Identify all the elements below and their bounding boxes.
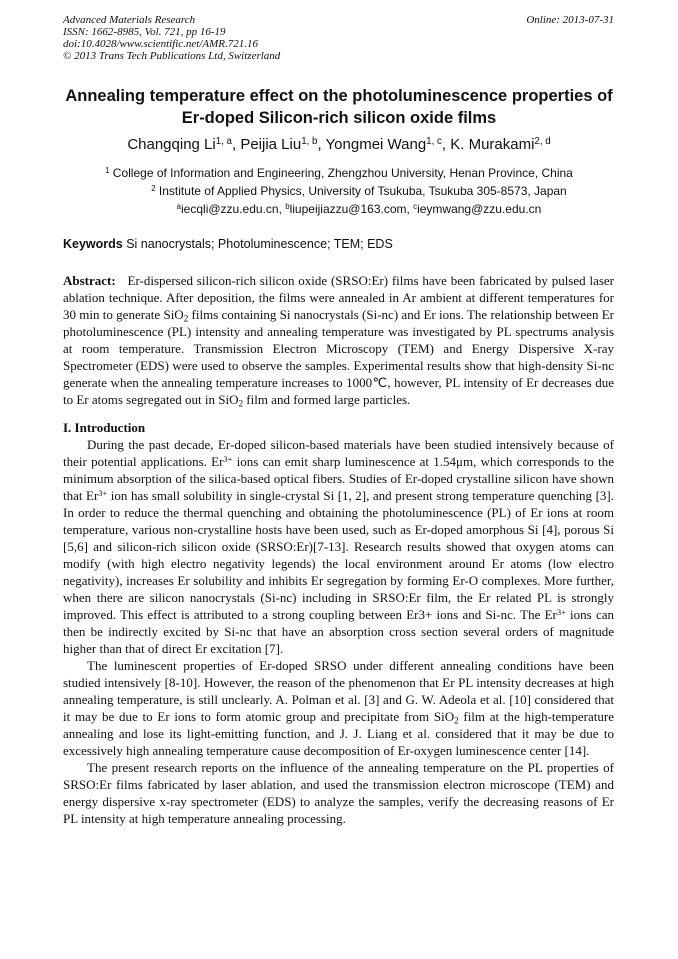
affiliation-1 [40, 165, 638, 181]
journal-name: Advanced Materials Research [63, 14, 196, 26]
paragraph [63, 657, 614, 759]
text: During the past decade, Er-doped silicon-based materials have been studied intensively because of their potential applications. Er [63, 437, 614, 469]
superscript: 3+ [98, 487, 108, 498]
author-sup: 2, d [534, 136, 551, 148]
subscript: 2 [454, 715, 459, 726]
text: films containing Si nanocrystals (Si-nc) and Er ions. The relationship between Er photoluminescence (PL) intensity and annealing temperature was investigated by PL spectrums analysis at room temperature. Transmission Electron Microscopy (TEM) and Energy Dispersive X-ray Spectrometer (EDS) were used to observe the samples. Experimental results show that high-density Si-nc generate when the annealing temperature increases to 1000℃, however, PL intensity of Er decreases due to Er atoms segregated out in SiO [63, 307, 614, 407]
author [240, 136, 317, 153]
aff-sup: 1 [105, 166, 110, 176]
author-name: K. Murakami [450, 136, 535, 153]
keywords-label: Keywords [63, 237, 123, 251]
text: ions can emit sharp luminescence at 1.54μm, which corresponds to the minimum absorption of the silica-based optical fibers. Studies of Er-doped crystalline silicon have shown that Er [63, 454, 614, 503]
email[interactable]: iecqli@zzu.edu.cn, [181, 202, 286, 216]
authors [40, 135, 638, 155]
text: ions can then be indirectly excited by Si-nc that have an absorption cross section several orders of magnitude higher than that of direct Er excitation [7]. [63, 607, 614, 656]
issn: ISSN: 1662-8985, Vol. 721, pp 16-19 [63, 26, 226, 38]
text: The luminescent properties of Er-doped SRSO under different annealing conditions have been studied intensively [8-10]. However, the reason of the phenomenon that Er PL intensity decreases at high annealing temperature, is still unclearly. A. Polman et al. [3] and G. W. Adeola et al. [10] considered that it may be due to Er ions to form atomic group and precipitate from SiO [63, 658, 614, 724]
text: film at the high-temperature annealing and lose its light-emitting function, and J. J. Liang et al. considered that it may be due to excessively high annealing temperature cause decomposition of Er-oxygen luminescence center [14]. [63, 709, 614, 758]
aff-text: College of Information and Engineering, Zhengzhou University, Henan Province, China [109, 166, 573, 180]
text: film and formed large particles. [243, 392, 411, 407]
subscript: 2 [238, 398, 244, 409]
author [127, 136, 232, 153]
email-sup: a [176, 202, 182, 212]
email[interactable]: ieymwang@zzu.edu.cn [417, 202, 542, 216]
email-sup: b [285, 202, 290, 212]
affiliation-2 [40, 183, 638, 199]
author [450, 136, 550, 153]
online-date: Online: 2013-07-31 [526, 14, 614, 26]
section-heading: I. Introduction [63, 420, 146, 435]
superscript: 3+ [223, 453, 233, 464]
separator: , [231, 136, 241, 153]
text: ion has small solubility in single-crystal Si [1, 2], and present strong temperature quenching [3]. In order to reduce the thermal quenching and obtaining the photoluminescence (PL) of Er ions at room temperature, various non-crystalline hosts have been used, such as Er-doped amorphous Si [4], porous Si [5,6] and silicon-rich silicon oxide (SRSO:Er)[7-13]. Research results showed that oxygen atoms can modify (with high electro negativity legends) the local environment around Er atoms (low electro negativity), increases Er solubility and inhibits Er segregation by forming Er-O complexes. More further, when there are silicon nanocrystals (Si-nc) including in SRSO:Er film, the Er related PL is strongly improved. This effect is attributed to a strong coupling between Er3+ ions and Si-nc. The Er [63, 488, 614, 622]
author-sup: 1, c [426, 136, 442, 148]
aff-sup: 2 [151, 184, 156, 194]
paragraph [63, 759, 614, 827]
email-sup: c [413, 202, 418, 212]
author-name: Yongmei Wang [325, 136, 427, 153]
aff-text: Institute of Applied Physics, University of Tsukuba, Tsukuba 305-8573, Japan [155, 184, 567, 198]
author-sup: 1, b [301, 136, 318, 148]
author-sup: 1, a [215, 136, 232, 148]
abstract-label: Abstract: [63, 273, 116, 288]
separator: , [317, 136, 326, 153]
paper-title [40, 85, 638, 129]
email[interactable]: liupeijiazzu@163.com, [289, 202, 414, 216]
author-name: Changqing Li [127, 136, 216, 153]
paragraph [63, 436, 614, 657]
journal-info [63, 14, 280, 62]
keywords-text: Si nanocrystals; Photoluminescence; TEM; EDS [122, 237, 393, 251]
abstract [63, 272, 614, 408]
keywords [63, 236, 393, 252]
separator: , [441, 136, 451, 153]
author [326, 136, 442, 153]
title-line-1: Annealing temperature effect on the photoluminescence properties of [65, 87, 613, 105]
superscript: 3+ [556, 606, 566, 617]
doi: doi:10.4028/www.scientific.net/AMR.721.16 [63, 38, 259, 50]
text: The present research reports on the influence of the annealing temperature on the PL properties of SRSO:Er films fabricated by laser ablation, and used the transmission electron microscope (TEM) and energy dispersive x-ray spectrometer (EDS) to analyze the samples, verify the decreasing reasons of Er PL intensity at high temperature annealing processing. [63, 760, 614, 826]
paper-body [63, 272, 614, 827]
emails [40, 201, 638, 217]
subscript: 2 [183, 313, 189, 324]
title-line-2: Er-doped Silicon-rich silicon oxide films [181, 109, 497, 127]
copyright: © 2013 Trans Tech Publications Ltd, Switzerland [63, 50, 281, 62]
author-name: Peijia Liu [240, 136, 302, 153]
text: Er-dispersed silicon-rich silicon oxide (SRSO:Er) films have been fabricated by pulsed laser ablation technique. After deposition, the films were annealed in Ar ambient at different temperatures for 30 min to generate SiO [63, 273, 614, 322]
